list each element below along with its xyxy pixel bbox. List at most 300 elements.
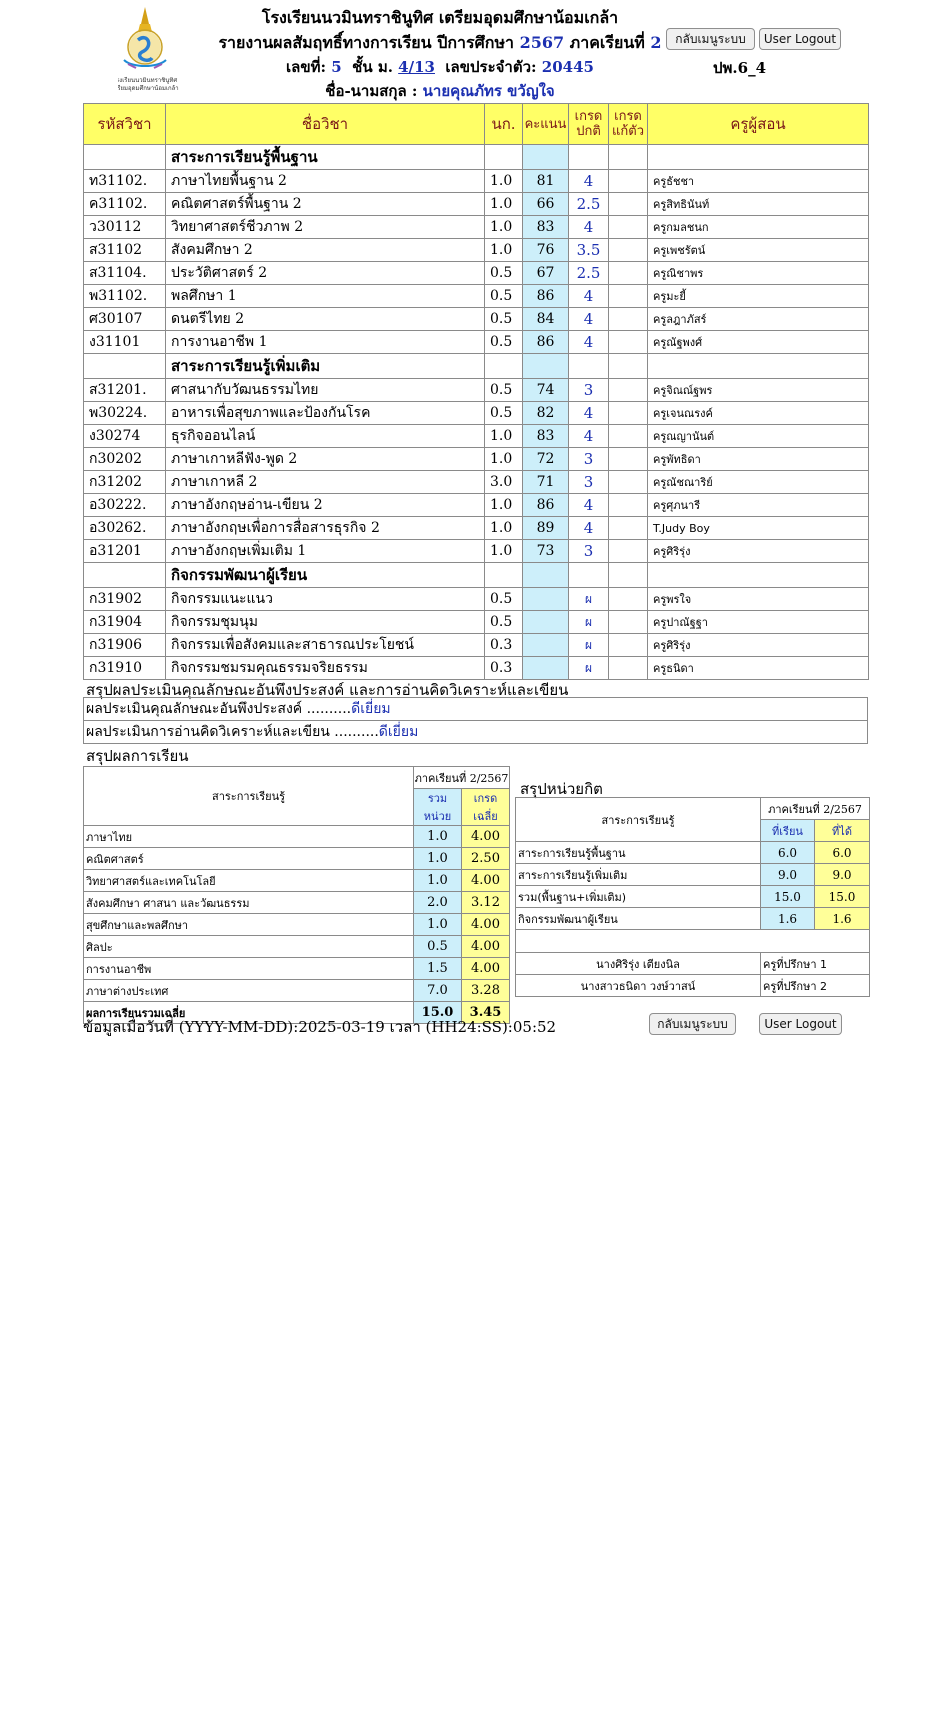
grade-value: 4 — [569, 216, 609, 239]
credit-area: สาระการเรียนรู้พื้นฐาน — [516, 842, 761, 864]
assessment-row — [84, 698, 868, 721]
score-value: 71 — [523, 471, 569, 494]
score-value: 81 — [523, 170, 569, 193]
header-grade-normal — [569, 104, 609, 145]
grades-table — [83, 103, 869, 680]
credit-cell — [485, 354, 523, 379]
subject-code: ก31202 — [84, 471, 166, 494]
credit-cell — [485, 145, 523, 170]
assessment-table — [83, 697, 868, 744]
credit-spacer — [516, 930, 870, 953]
summary-avg: 4.00 — [462, 870, 510, 892]
summary-col-avg-2: เฉลี่ย — [473, 810, 498, 823]
svg-text:เตรียมอุดมศึกษาน้อมเกล้า: เตรียมอุดมศึกษาน้อมเกล้า — [118, 85, 179, 92]
header-code: รหัสวิชา — [84, 104, 166, 145]
grade-fix-value — [609, 611, 648, 634]
table-row — [84, 170, 869, 193]
table-row — [84, 402, 869, 425]
summary-avg: 3.28 — [462, 980, 510, 1002]
advisor-row — [516, 953, 870, 975]
grade-fix-value — [609, 262, 648, 285]
grade-value: 3 — [569, 448, 609, 471]
teacher-name: ครูธัชชา — [648, 170, 869, 193]
report-title — [160, 31, 720, 56]
grade-value: 4 — [569, 170, 609, 193]
summary-area: ศิลปะ — [84, 936, 414, 958]
id-label: เลขประจำตัว: — [445, 58, 537, 76]
category-row — [84, 563, 869, 588]
code-cell — [84, 563, 166, 588]
grade-value: 4 — [569, 402, 609, 425]
credit-value: 1.0 — [485, 170, 523, 193]
subject-name: ภาษาเกาหลีฟัง-พูด 2 — [166, 448, 485, 471]
grade-fix-value — [609, 471, 648, 494]
grade-fix-value — [609, 285, 648, 308]
teacher-name: ครูมะยี้ — [648, 285, 869, 308]
grade-value: 4 — [569, 425, 609, 448]
credit-area: รวม(พื้นฐาน+เพิ่มเติม) — [516, 886, 761, 908]
advisor-name: นางศิริรุ่ง เตียงนิล — [516, 953, 761, 975]
header-grade-normal-1: เกรด — [574, 109, 603, 124]
teacher-cell — [648, 354, 869, 379]
assessment-cell — [84, 698, 868, 721]
teacher-name: ครูณัชณาริย์ — [648, 471, 869, 494]
subject-code: ศ30107 — [84, 308, 166, 331]
credit-col-area: สาระการเรียนรู้ — [516, 798, 761, 842]
header-grade-fix — [609, 104, 648, 145]
summary-row — [84, 936, 510, 958]
table-row — [84, 540, 869, 563]
grade-fix-value — [609, 170, 648, 193]
score-value: 83 — [523, 216, 569, 239]
credit-area: สาระการเรียนรู้เพิ่มเติม — [516, 864, 761, 886]
score-value: 67 — [523, 262, 569, 285]
credit-semester-header: ภาคเรียนที่ 2/2567 — [761, 798, 870, 820]
table-row — [84, 494, 869, 517]
summary-area: การงานอาชีพ — [84, 958, 414, 980]
teacher-name: ครูกมลชนก — [648, 216, 869, 239]
grade-cell — [569, 145, 609, 170]
grade-fix-value — [609, 425, 648, 448]
grade-value: ผ — [569, 611, 609, 634]
summary-units: 1.0 — [414, 914, 462, 936]
subject-name: ภาษาเกาหลี 2 — [166, 471, 485, 494]
grade-value: 4 — [569, 285, 609, 308]
credit-value: 0.5 — [485, 588, 523, 611]
score-cell — [523, 145, 569, 170]
credit-study: 6.0 — [761, 842, 815, 864]
summary-row — [84, 958, 510, 980]
credit-value: 0.5 — [485, 285, 523, 308]
grade-fix-value — [609, 448, 648, 471]
subject-name: ศาสนากับวัฒนธรรมไทย — [166, 379, 485, 402]
summary-area: วิทยาศาสตร์และเทคโนโลยี — [84, 870, 414, 892]
table-row — [84, 193, 869, 216]
table-row — [84, 285, 869, 308]
summary-row — [84, 980, 510, 1002]
summary-area: ภาษาต่างประเทศ — [84, 980, 414, 1002]
teacher-name: ครูเพชรัตน์ — [648, 239, 869, 262]
subject-name: กิจกรรมแนะแนว — [166, 588, 485, 611]
teacher-name: ครูณญานันต์ — [648, 425, 869, 448]
table-row — [84, 588, 869, 611]
credit-value: 1.0 — [485, 193, 523, 216]
subject-code: ง31101 — [84, 331, 166, 354]
assessment-label-2: ผลประเมินการอ่านคิดวิเคราะห์และเขียน .......... — [86, 724, 379, 740]
credit-study: 9.0 — [761, 864, 815, 886]
subject-name: การงานอาชีพ 1 — [166, 331, 485, 354]
table-row — [84, 517, 869, 540]
assessment-cell — [84, 721, 868, 744]
teacher-name: ครูปาณัฐฐา — [648, 611, 869, 634]
subject-name: ภาษาอังกฤษเพื่อการสื่อสารธุรกิจ 2 — [166, 517, 485, 540]
teacher-name: ครูธนิดา — [648, 657, 869, 680]
summary-units: 1.0 — [414, 870, 462, 892]
grade-value: 4 — [569, 517, 609, 540]
header-grade-fix-2: แก้ตัว — [612, 124, 644, 139]
credit-study: 1.6 — [761, 908, 815, 930]
grade-fix-value — [609, 517, 648, 540]
credit-row — [516, 908, 870, 930]
score-value: 73 — [523, 540, 569, 563]
grade-value: 3 — [569, 379, 609, 402]
summary-header-row — [84, 767, 510, 789]
class-value: 4/13 — [398, 58, 435, 76]
summary-total-avg: 3.45 — [462, 1002, 510, 1024]
table-row — [84, 425, 869, 448]
summary-col-area: สาระการเรียนรู้ — [84, 767, 414, 826]
teacher-name: ครูพัทธิดา — [648, 448, 869, 471]
code-cell — [84, 145, 166, 170]
subject-name: อาหารเพื่อสุขภาพและป้องกันโรค — [166, 402, 485, 425]
credit-header-row — [516, 798, 870, 820]
grades-body — [84, 145, 869, 680]
table-row — [84, 331, 869, 354]
summary-row — [84, 826, 510, 848]
summary-col-total-1: รวม — [427, 792, 448, 805]
teacher-name: ครูศิริรุ่ง — [648, 634, 869, 657]
subject-name: ธุรกิจออนไลน์ — [166, 425, 485, 448]
summary-units: 0.5 — [414, 936, 462, 958]
grade-cell — [569, 563, 609, 588]
credit-value: 0.3 — [485, 634, 523, 657]
grade-fix-value — [609, 494, 648, 517]
teacher-cell — [648, 145, 869, 170]
semester-value: 2 — [650, 33, 662, 52]
credit-cell — [485, 563, 523, 588]
assessment-value-2: ดีเยี่ยม — [378, 724, 419, 740]
teacher-name: ครูศุภนารี — [648, 494, 869, 517]
grade-value: 3 — [569, 540, 609, 563]
subject-code: อ30222. — [84, 494, 166, 517]
grade-fix-value — [609, 402, 648, 425]
summary-units: 2.0 — [414, 892, 462, 914]
summary-col-avg — [462, 789, 510, 826]
credit-value: 0.5 — [485, 308, 523, 331]
category-label: กิจกรรมพัฒนาผู้เรียน — [166, 563, 485, 588]
grade-value: 2.5 — [569, 262, 609, 285]
summary-avg: 4.00 — [462, 958, 510, 980]
subject-name: กิจกรรมชมรมคุณธรรมจริยธรรม — [166, 657, 485, 680]
header-grade-normal-2: ปกติ — [576, 124, 601, 139]
subject-code: อ30262. — [84, 517, 166, 540]
grade-value: ผ — [569, 634, 609, 657]
table-row — [84, 216, 869, 239]
credit-row — [516, 842, 870, 864]
credit-value: 0.5 — [485, 402, 523, 425]
summary-col-avg-1: เกรด — [473, 792, 498, 805]
subject-code: ส31201. — [84, 379, 166, 402]
grade-fix-value — [609, 657, 648, 680]
subject-name: กิจกรรมเพื่อสังคมและสาธารณประโยชน์ — [166, 634, 485, 657]
score-value: 76 — [523, 239, 569, 262]
grade-value: 2.5 — [569, 193, 609, 216]
assessment-row — [84, 721, 868, 744]
summary-units: 1.5 — [414, 958, 462, 980]
category-row — [84, 145, 869, 170]
subject-name: คณิตศาสตร์พื้นฐาน 2 — [166, 193, 485, 216]
advisor-role: ครูที่ปรึกษา 2 — [761, 975, 870, 997]
summary-avg: 3.12 — [462, 892, 510, 914]
summary-row — [84, 914, 510, 936]
summary-col-total-2: หน่วย — [423, 810, 452, 823]
subject-code: ก31906 — [84, 634, 166, 657]
score-value: 89 — [523, 517, 569, 540]
credit-body — [516, 842, 870, 930]
summary-avg: 4.00 — [462, 914, 510, 936]
report-header — [0, 0, 950, 103]
grade-fix-cell — [609, 354, 648, 379]
name-value: นายคุณภัทร ขวัญใจ — [422, 82, 555, 100]
school-name: โรงเรียนนวมินทราชินูทิศ เตรียมอุดมศึกษาน้อมเกล้า — [261, 8, 619, 27]
score-cell — [523, 354, 569, 379]
header-grade-fix-1: เกรด — [614, 109, 642, 124]
grade-fix-cell — [609, 145, 648, 170]
report-prefix: รายงานผลสัมฤทธิ์ทางการเรียน ปีการศึกษา — [218, 33, 514, 52]
subject-code: ส31104. — [84, 262, 166, 285]
credit-area: กิจกรรมพัฒนาผู้เรียน — [516, 908, 761, 930]
number-value: 5 — [331, 58, 342, 76]
teacher-cell — [648, 563, 869, 588]
teacher-name: ครูณิชาพร — [648, 262, 869, 285]
teacher-name: ครูณัฐพงศ์ — [648, 331, 869, 354]
credit-study: 15.0 — [761, 886, 815, 908]
advisor-role: ครูที่ปรึกษา 1 — [761, 953, 870, 975]
grade-fix-value — [609, 239, 648, 262]
summary-area: สังคมศึกษา ศาสนา และวัฒนธรรม — [84, 892, 414, 914]
grade-fix-value — [609, 216, 648, 239]
credit-earned: 6.0 — [815, 842, 870, 864]
summary-avg: 4.00 — [462, 936, 510, 958]
credit-row — [516, 864, 870, 886]
subject-code: ก31902 — [84, 588, 166, 611]
assessment-title: สรุปผลประเมินคุณลักษณะอันพึงประสงค์ และการอ่านคิดวิเคราะห์และเขียน — [86, 681, 569, 699]
svg-text:โรงเรียนนวมินทราชินูทิศ: โรงเรียนนวมินทราชินูทิศ — [118, 77, 178, 84]
grade-fix-value — [609, 540, 648, 563]
table-row — [84, 239, 869, 262]
semester-label: ภาคเรียนที่ — [569, 33, 645, 52]
score-value: 86 — [523, 331, 569, 354]
table-row — [84, 448, 869, 471]
advisor-name: นางสาวธนิดา วงษ์วาสน์ — [516, 975, 761, 997]
credit-earned: 1.6 — [815, 908, 870, 930]
subject-code: ง30274 — [84, 425, 166, 448]
summary-total-units: 15.0 — [414, 1002, 462, 1024]
credit-col-study: ที่เรียน — [761, 820, 815, 842]
student-name — [160, 79, 720, 103]
grade-fix-value — [609, 308, 648, 331]
number-label: เลขที่: — [286, 58, 327, 76]
subject-name: ดนตรีไทย 2 — [166, 308, 485, 331]
teacher-name: ครูลฎาภัสร์ — [648, 308, 869, 331]
back-to-menu-button[interactable]: กลับเมนูระบบ — [666, 28, 755, 50]
class-label: ชั้น ม. — [352, 58, 393, 76]
score-value — [523, 588, 569, 611]
summary-units: 7.0 — [414, 980, 462, 1002]
score-value: 83 — [523, 425, 569, 448]
category-row — [84, 354, 869, 379]
summary-row — [84, 848, 510, 870]
credit-value: 0.5 — [485, 262, 523, 285]
credit-value: 1.0 — [485, 517, 523, 540]
subject-name: กิจกรรมชุมนุม — [166, 611, 485, 634]
summary-area: สุขศึกษาและพลศึกษา — [84, 914, 414, 936]
table-row — [84, 611, 869, 634]
subject-code: ท31102. — [84, 170, 166, 193]
header-subject: ชื่อวิชา — [166, 104, 485, 145]
subject-code: ค31102. — [84, 193, 166, 216]
teacher-name: ครูพรใจ — [648, 588, 869, 611]
academic-year: 2567 — [519, 33, 565, 52]
table-row — [84, 657, 869, 680]
credit-value: 0.5 — [485, 331, 523, 354]
subject-code: อ31201 — [84, 540, 166, 563]
credit-value: 0.5 — [485, 611, 523, 634]
summary-avg: 2.50 — [462, 848, 510, 870]
credit-value: 1.0 — [485, 239, 523, 262]
credit-row — [516, 886, 870, 908]
score-value: 86 — [523, 285, 569, 308]
subject-code: พ30224. — [84, 402, 166, 425]
credit-earned: 15.0 — [815, 886, 870, 908]
grade-value: ผ — [569, 657, 609, 680]
table-row — [84, 379, 869, 402]
credit-value: 1.0 — [485, 448, 523, 471]
table-row — [84, 471, 869, 494]
summary-avg: 4.00 — [462, 826, 510, 848]
score-value: 74 — [523, 379, 569, 402]
assessment-value-1: ดีเยี่ยม — [351, 701, 391, 717]
header-score: คะแนน — [523, 104, 569, 145]
subject-code: ก30202 — [84, 448, 166, 471]
table-row — [84, 308, 869, 331]
category-label: สาระการเรียนรู้พื้นฐาน — [166, 145, 485, 170]
teacher-name: T.Judy Boy — [648, 517, 869, 540]
subject-code: พ31102. — [84, 285, 166, 308]
subject-name: ประวัติศาสตร์ 2 — [166, 262, 485, 285]
subject-code: ส31102 — [84, 239, 166, 262]
header-teacher: ครูผู้สอน — [648, 104, 869, 145]
student-info — [160, 55, 720, 79]
grade-fix-value — [609, 331, 648, 354]
data-timestamp: ข้อมูลเมื่อวันที่ (YYYY-MM-DD):2025-03-19 เวลา (HH24:SS):05:52 — [83, 1018, 557, 1036]
grade-summary-table — [83, 766, 510, 1024]
grade-value: 4 — [569, 494, 609, 517]
advisor-row — [516, 975, 870, 997]
subject-code: ว30112 — [84, 216, 166, 239]
credit-summary-title: สรุปหน่วยกิต — [520, 780, 603, 798]
code-cell — [84, 354, 166, 379]
user-logout-button[interactable]: User Logout — [759, 28, 841, 50]
table-row — [84, 634, 869, 657]
id-value: 20445 — [541, 58, 594, 76]
score-cell — [523, 563, 569, 588]
credit-value: 1.0 — [485, 540, 523, 563]
score-value: 82 — [523, 402, 569, 425]
summary-area: ภาษาไทย — [84, 826, 414, 848]
credit-spacer-row — [516, 930, 870, 953]
user-logout-button-bottom[interactable]: User Logout — [759, 1013, 842, 1035]
grade-fix-value — [609, 379, 648, 402]
summary-body — [84, 826, 510, 1002]
credit-value: 1.0 — [485, 425, 523, 448]
subject-name: ภาษาอังกฤษอ่าน-เขียน 2 — [166, 494, 485, 517]
summary-units: 1.0 — [414, 848, 462, 870]
credit-value: 0.5 — [485, 379, 523, 402]
teacher-name: ครูศิริรุ่ง — [648, 540, 869, 563]
grade-value: ผ — [569, 588, 609, 611]
subject-name: ภาษาอังกฤษเพิ่มเติม 1 — [166, 540, 485, 563]
teacher-name: ครูจิณณ์ฐพร — [648, 379, 869, 402]
summary-area: คณิตศาสตร์ — [84, 848, 414, 870]
grade-value: 4 — [569, 331, 609, 354]
summary-row — [84, 892, 510, 914]
subject-code: ก31910 — [84, 657, 166, 680]
grade-fix-value — [609, 588, 648, 611]
name-label: ชื่อ-นามสกุล : — [325, 82, 418, 100]
grade-fix-value — [609, 193, 648, 216]
grade-cell — [569, 354, 609, 379]
credit-value: 0.3 — [485, 657, 523, 680]
summary-row — [84, 870, 510, 892]
grade-value: 3.5 — [569, 239, 609, 262]
grade-fix-value — [609, 634, 648, 657]
subject-code: ก31904 — [84, 611, 166, 634]
grade-value: 3 — [569, 471, 609, 494]
subject-name: ภาษาไทยพื้นฐาน 2 — [166, 170, 485, 193]
grade-value: 4 — [569, 308, 609, 331]
credit-summary-table — [515, 797, 870, 997]
score-value — [523, 657, 569, 680]
summary-col-total — [414, 789, 462, 826]
teacher-name: ครูสิทธินันท์ — [648, 193, 869, 216]
grade-fix-cell — [609, 563, 648, 588]
advisor-body — [516, 953, 870, 997]
credit-value: 1.0 — [485, 216, 523, 239]
score-value: 84 — [523, 308, 569, 331]
summary-units: 1.0 — [414, 826, 462, 848]
credit-value: 1.0 — [485, 494, 523, 517]
grades-header-row — [84, 104, 869, 145]
credit-earned: 9.0 — [815, 864, 870, 886]
category-label: สาระการเรียนรู้เพิ่มเติม — [166, 354, 485, 379]
back-to-menu-button-bottom[interactable]: กลับเมนูระบบ — [649, 1013, 736, 1035]
subject-name: วิทยาศาสตร์ชีวภาพ 2 — [166, 216, 485, 239]
credit-col-earned: ที่ได้ — [815, 820, 870, 842]
header-credit: นก. — [485, 104, 523, 145]
summary-total-label: ผลการเรียนรวมเฉลี่ย — [84, 1002, 414, 1024]
credit-value: 3.0 — [485, 471, 523, 494]
